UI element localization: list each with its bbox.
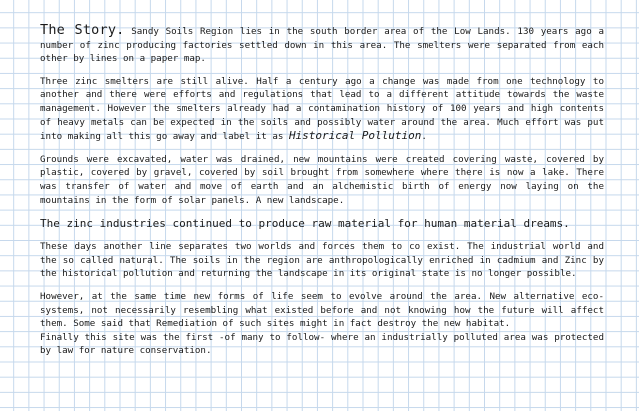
- paragraph-conservation: Finally this site was the first -of many to follow- where an industrially polluted area was protected by law for nature conservation.: [40, 331, 604, 357]
- paragraph-smelters-text: Three zinc smelters are still alive. Half a century ago a change was made from one technology to another and there were efforts and regulations that lead to a different attitude towards the waste management. However the smelters already had a contamination history of 100 years and high contents of heavy metals can be expected in the soils and possibly water around the area. Much effort was put into making all this go away and label it as: [40, 75, 604, 143]
- paragraph-coexist: These days another line separates two worlds and forces them to co exist. The industrial world and the so called natural. The soils in the region are anthropologically enriched in cadmium and Zinc by the historical pollution and returning the landscape in its original state is no longer possible.: [40, 241, 604, 280]
- historical-pollution-emphasis: Historical Pollution: [288, 129, 422, 143]
- subheading-zinc-industries: The zinc industries continued to produce raw material for human material dreams.: [40, 217, 570, 231]
- paragraph-landscape: Grounds were excavated, water was drained, new mountains were created covering waste, covered by plastic, covered by gravel, covered by soil brought from somewhere where there is now a lake. There was transfer of water and move of earth and an alchemistic birth of energy now laying on the mountains in the form of solar panels. A new landscape.: [40, 153, 604, 206]
- paragraph-intro: [40, 24, 604, 66]
- paragraph-smelters-end: .: [421, 131, 427, 143]
- paragraph-intro-text: Sandy Soils Region lies in the south border area of the Low Lands. 130 years ago a number of zinc producing factories settled down in this area. The smelters were separated from each other by lines on a paper map.: [40, 26, 604, 65]
- paragraph-new-life: However, at the same time new forms of life seem to evolve around the area. New alternative eco-systems, not necessarily resembling what existed before and not knowing how the future will affect them. Some said that Remediation of such sites might in fact destroy the new habitat.: [40, 290, 604, 330]
- story-text-block: [40, 24, 604, 358]
- paragraph-smelters: [40, 75, 604, 144]
- story-title: The Story.: [40, 22, 125, 38]
